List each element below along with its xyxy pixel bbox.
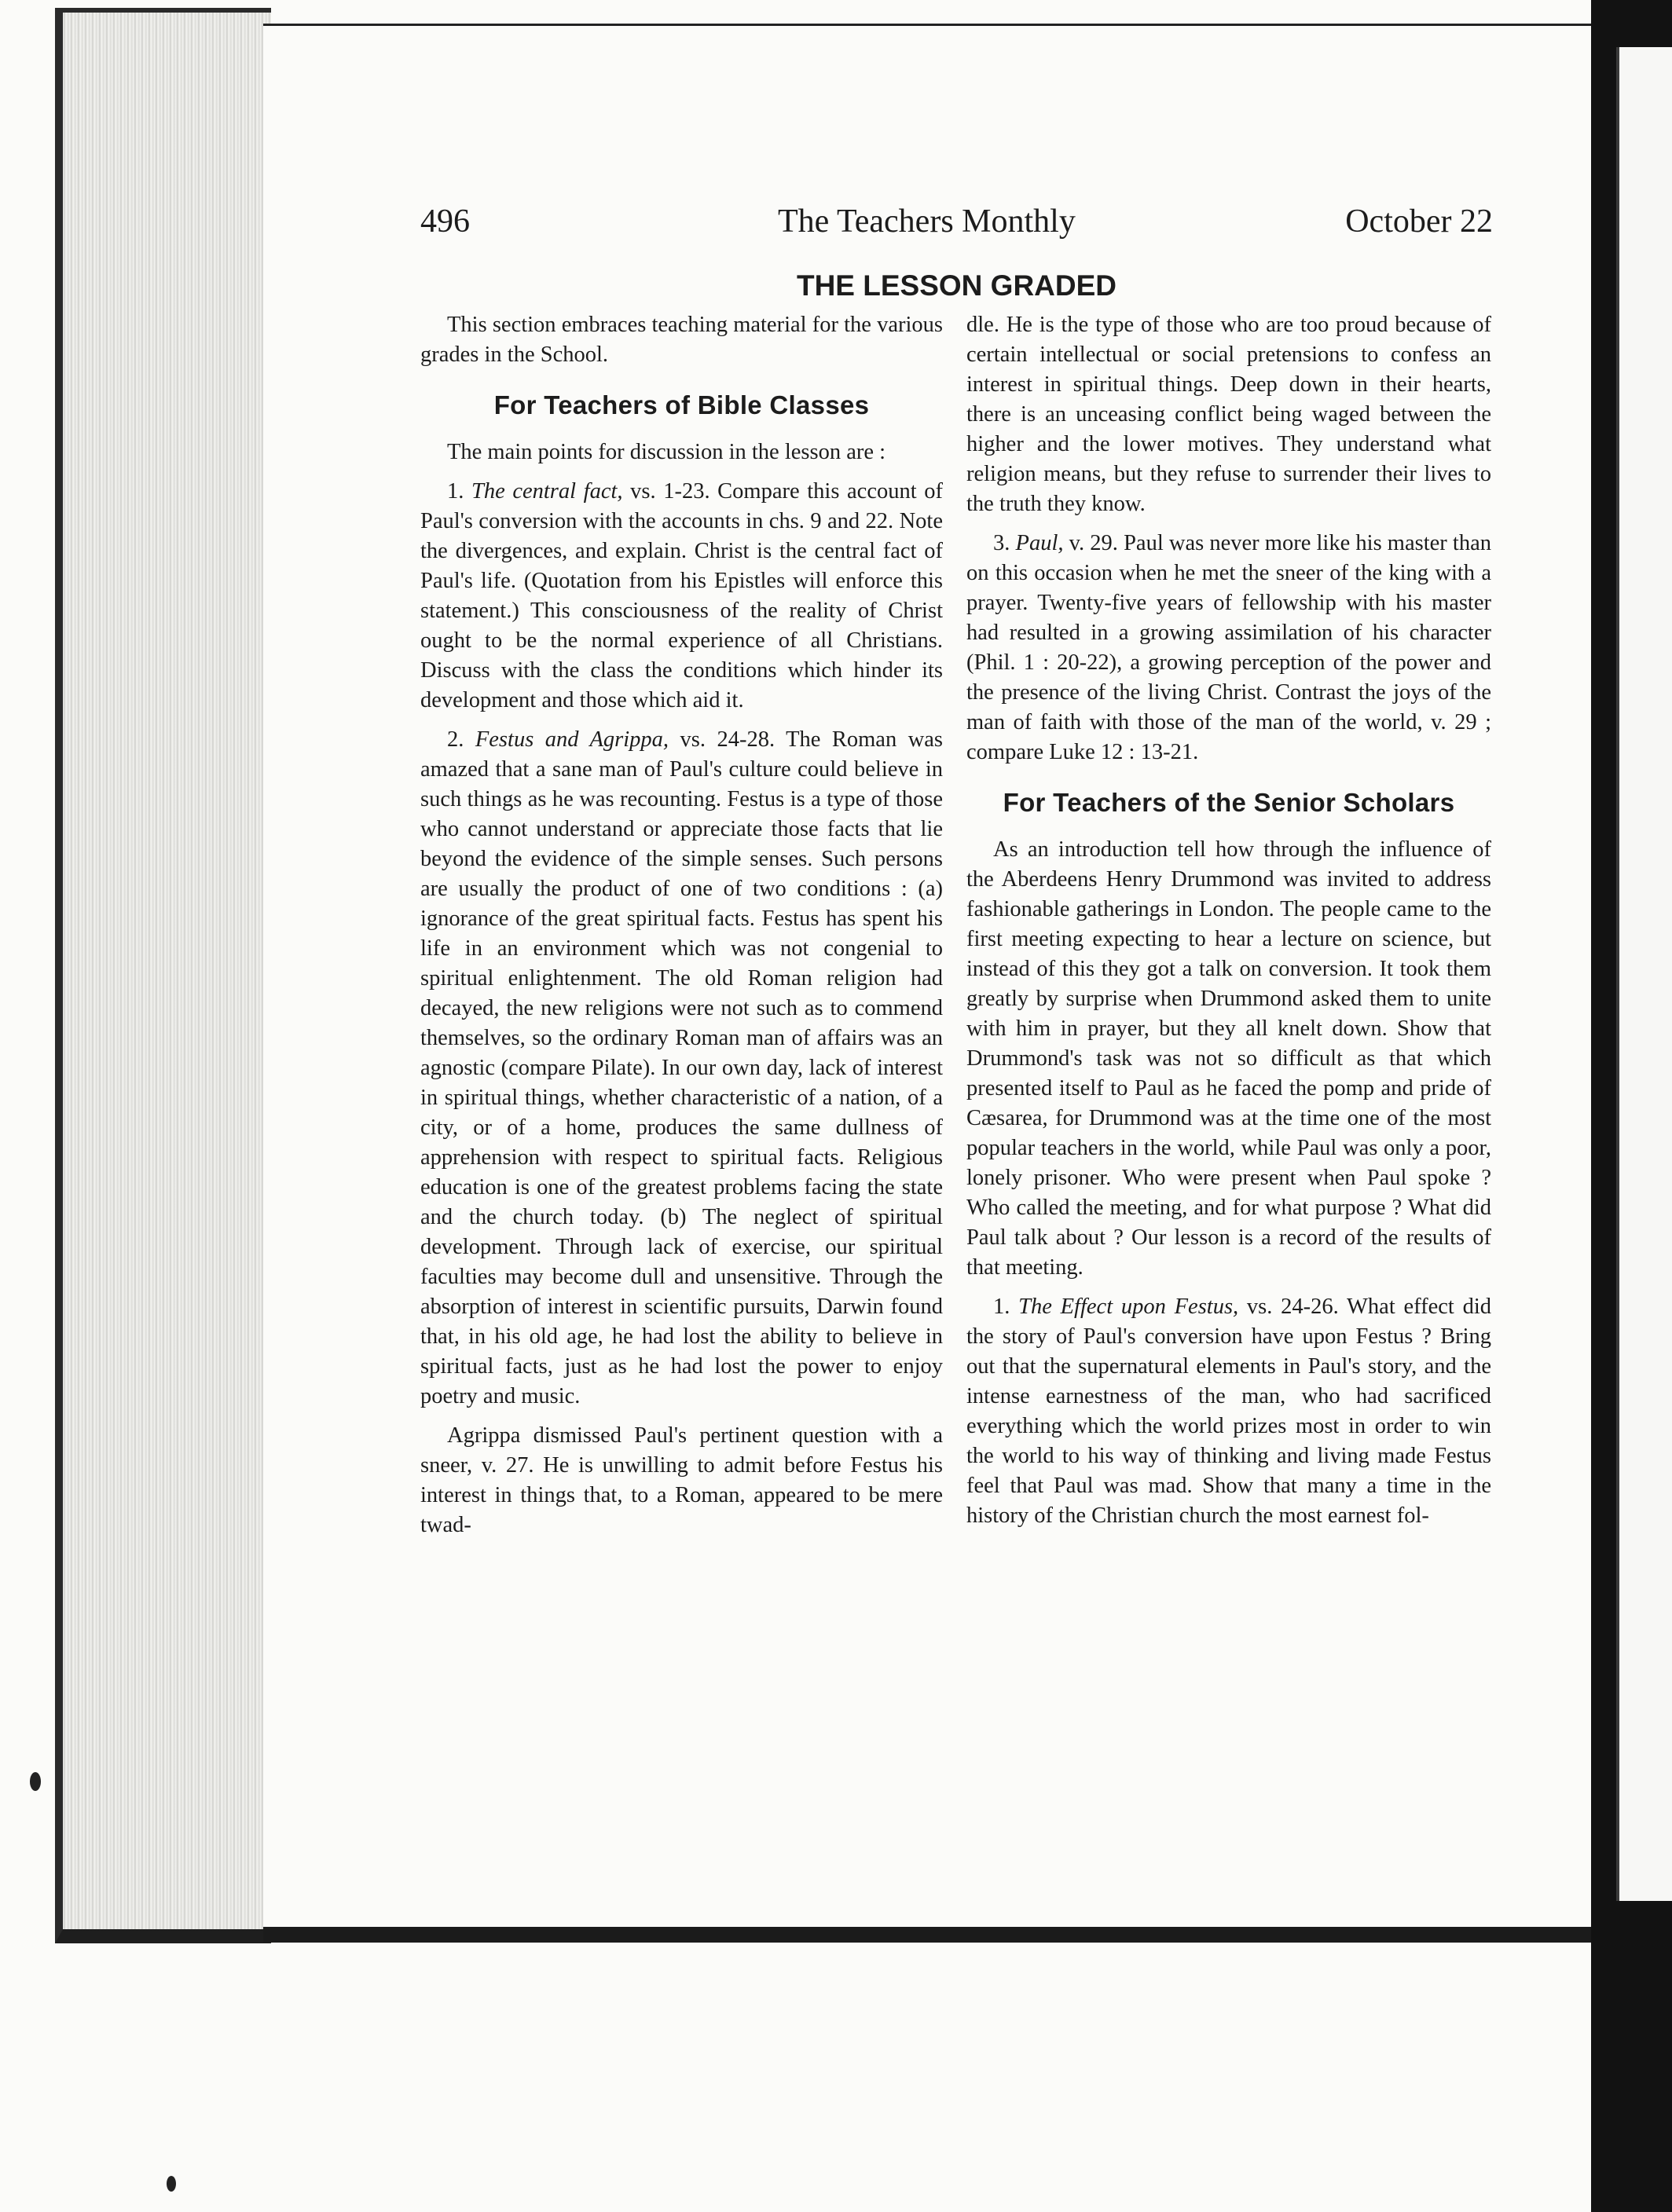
page-number: 496 bbox=[420, 203, 470, 240]
senior-point-1-title: The Effect upon Festus, bbox=[1018, 1295, 1239, 1319]
point-1-label: 1. bbox=[447, 479, 471, 504]
senior-point-1-paragraph bbox=[966, 1292, 1491, 1531]
senior-intro-paragraph: As an introduction tell how through the influence of the Aberdeens Henry Drummond was invited to address fashionable gatherings in London. The people came to the first meeting expecting to hear a lecture on science, but instead of this they got a talk on conversion. It took them greatly by surprise when Drummond asked them to unite with him in prayer, but they all knelt down. Show that Drummond's task was not so difficult as that which presented itself to Paul as he faced the pomp and pride of Cæsarea, for Drummond was at the time one of the most popular teachers in the world, while Paul was only a poor, lonely prisoner. Who were present when Paul spoke ? Who called the meeting, and for what purpose ? What did Paul talk about ? Our lesson is a record of the results of that meeting. bbox=[966, 837, 1491, 1280]
intro-paragraph: This section embraces teaching material for the various grades in the School. bbox=[420, 313, 943, 367]
facing-page-edge bbox=[1591, 0, 1672, 2212]
running-head bbox=[420, 203, 1493, 254]
heading-senior-scholars: For Teachers of the Senior Scholars bbox=[1003, 788, 1455, 817]
point-2-title: Festus and Agrippa, bbox=[475, 727, 669, 752]
heading-bible-classes: For Teachers of Bible Classes bbox=[493, 390, 870, 419]
continuation-paragraph: dle. He is the type of those who are too proud because of certain intellectual or social pretensions to confess an interest in spiritual things. Deep down in their hearts, there is an unceasing conflict being waged between the higher and the lower motives. They understand what religion means, but they refuse to surrender their lives to the truth they know. bbox=[966, 313, 1491, 516]
scan-speck bbox=[167, 2176, 176, 2192]
point-2-text: vs. 24-28. The Roman was amazed that a sane man of Paul's culture could believe in such things as he was recounting. Festus is a type of those who cannot understand or appreciate those facts that lie beyond the evidence of the simple senses. Such persons are usually the product of one of two conditions : (a) ignorance of the great spiritual facts. Festus has spent his life in an environment which was not congenial to spiritual enlightenment. The old Roman religion had decayed, the new religions were not such as to commend themselves, so the ordinary Roman man of affairs was an agnostic (compare Pilate). In our own day, lack of interest in spiritual things, whether characteristic of a nation, of a city, or of a home, produces the same dullness of apprehension with respect to spiritual facts. Religious education is one of the greatest problems facing the state and the church today. (b) The neglect of spiritual development. Through lack of exercise, our spiritual faculties may become dull and unsensitive. Through the absorption of interest in scientific pursuits, Darwin found that, in his old age, he had lost the ability to believe in spiritual facts, just as he had lost the power to enjoy poetry and music. bbox=[420, 727, 944, 1408]
senior-point-1-text: vs. 24-26. What effect did the story of Paul's conversion have upon Festus ? Bring out that the supernatural elements in Paul's story, and the intense earnestness of the man, who had sacrificed everything which the world prizes most in order to win the world to his way of thinking and living made Festus feel that Paul was mad. Show that many a time in the history of the Christian church the most earnest fol- bbox=[966, 1295, 1492, 1528]
publication-title: The Teachers Monthly bbox=[778, 203, 1076, 240]
right-column bbox=[966, 310, 1491, 1540]
senior-point-1-label: 1. bbox=[993, 1295, 1019, 1319]
point-3-label: 3. bbox=[993, 531, 1016, 555]
point-2-label: 2. bbox=[447, 727, 475, 752]
point-1-paragraph bbox=[420, 477, 943, 716]
section-title: THE LESSON GRADED bbox=[796, 269, 1117, 302]
point-1-title: The central fact, bbox=[471, 479, 623, 504]
point-3-title: Paul, bbox=[1015, 531, 1064, 555]
issue-date: October 22 bbox=[1345, 203, 1493, 240]
point-3-text: v. 29. Paul was never more like his master than on this occasion when he met the sneer of the king with a prayer. Twenty-five years of fellowship with his master had resulted in a growing assimilation of his character (Phil. 1 : 20-22), a growing perception of the power and the presence of the living Christ. Contrast the joys of the man of faith with those of the man of the world, v. 29 ; compare Luke 12 : 13-21. bbox=[966, 531, 1491, 764]
document-page bbox=[420, 200, 1493, 1928]
book-page-edges bbox=[55, 8, 271, 1943]
point-1-text: vs. 1-23. Compare this account of Paul's conversion with the accounts in chs. 9 and 22. Note the divergences, and explain. Christ is the central fact of Paul's life. (Quotation from his Epistles will enforce this statement.) This consciousness of the reality of Christ ought to be the normal experience of all Christians. Discuss with the class the conditions which hinder its development and those which aid it. bbox=[420, 479, 943, 712]
lead-paragraph: The main points for discussion in the lesson are : bbox=[447, 440, 886, 464]
agrippa-paragraph: Agrippa dismissed Paul's pertinent question with a sneer, v. 27. He is unwilling to admit before Festus his interest in things that, to a Roman, appeared to be mere twad- bbox=[420, 1423, 943, 1537]
scan-speck bbox=[30, 1772, 41, 1791]
point-2-paragraph bbox=[420, 725, 943, 1412]
point-3-paragraph bbox=[966, 529, 1491, 767]
left-column bbox=[420, 310, 943, 1550]
